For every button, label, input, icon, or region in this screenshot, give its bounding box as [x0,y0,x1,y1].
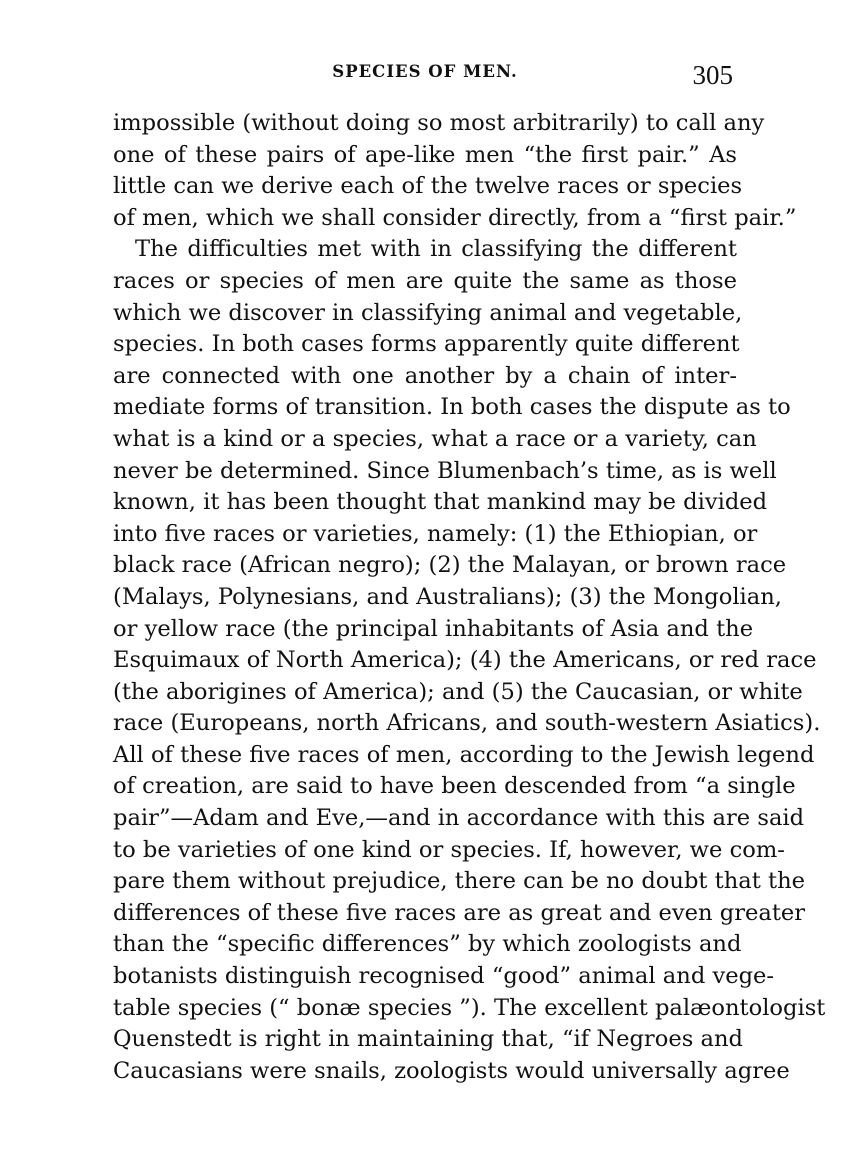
text-line: to be varieties of one kind or species. If, however, we com- [113,836,785,863]
text-line: one of these pairs of ape-like men “the first pair.” As [113,141,737,168]
text-line: than the “specific differences” by which zoologists and [113,931,742,958]
running-header [0,60,850,90]
paragraph-continued [113,108,797,234]
text-line: never be determined. Since Blumenbach’s time, as is well [113,457,777,484]
text-line: The difficulties met with in classifying the different [135,236,737,263]
body-text [113,108,826,1087]
text-line: Quenstedt is right in maintaining that, “if Negroes and [113,1026,743,1053]
text-line: black race (African negro); (2) the Malayan, or brown race [113,552,787,579]
text-line: botanists distinguish recognised “good” animal and vege- [113,963,775,990]
text-line: mediate forms of transition. In both cases the dispute as to [113,394,791,421]
text-line: races or species of men are quite the same as those [113,267,737,294]
text-line: All of these five races of men, according to the Jewish legend [113,741,815,768]
text-line: table species (“ bonæ species ”). The excellent palæontologist [113,994,826,1021]
page-number: 305 [692,60,733,90]
running-title: SPECIES OF MEN. [332,62,518,81]
text-line: which we discover in classifying animal and vegetable, [113,299,743,326]
text-line: are connected with one another by a chain of inter- [113,362,737,389]
text-line: little can we derive each of the twelve races or species [113,173,743,200]
text-line: differences of these five races are as great and even greater [113,899,806,926]
text-line: into five races or varieties, namely: (1) the Ethiopian, or [113,520,758,547]
text-line: pare them without prejudice, there can be no doubt that the [113,868,806,895]
text-line: (Malays, Polynesians, and Australians); (3) the Mongolian, [113,583,782,610]
text-line: known, it has been thought that mankind may be divided [113,489,768,516]
text-line: impossible (without doing so most arbitrarily) to call any [113,110,765,136]
paragraph [113,234,826,1087]
text-line: species. In both cases forms apparently quite different [113,331,740,358]
text-line: what is a kind or a species, what a race or a variety, can [113,425,757,452]
text-line: or yellow race (the principal inhabitants of Asia and the [113,615,754,642]
text-line: of men, which we shall consider directly, from a “first pair.” [113,204,797,231]
text-line: of creation, are said to have been descended from “a single [113,773,796,800]
text-line: race (Europeans, north Africans, and south-western Asiatics). [113,710,821,737]
text-line: Esquimaux of North America); (4) the Americans, or red race [113,647,817,674]
text-line: pair”—Adam and Eve,—and in accordance with this are said [113,805,805,832]
text-line: Caucasians were snails, zoologists would universally agree [113,1057,790,1084]
text-line: (the aborigines of America); and (5) the Caucasian, or white [113,678,803,705]
